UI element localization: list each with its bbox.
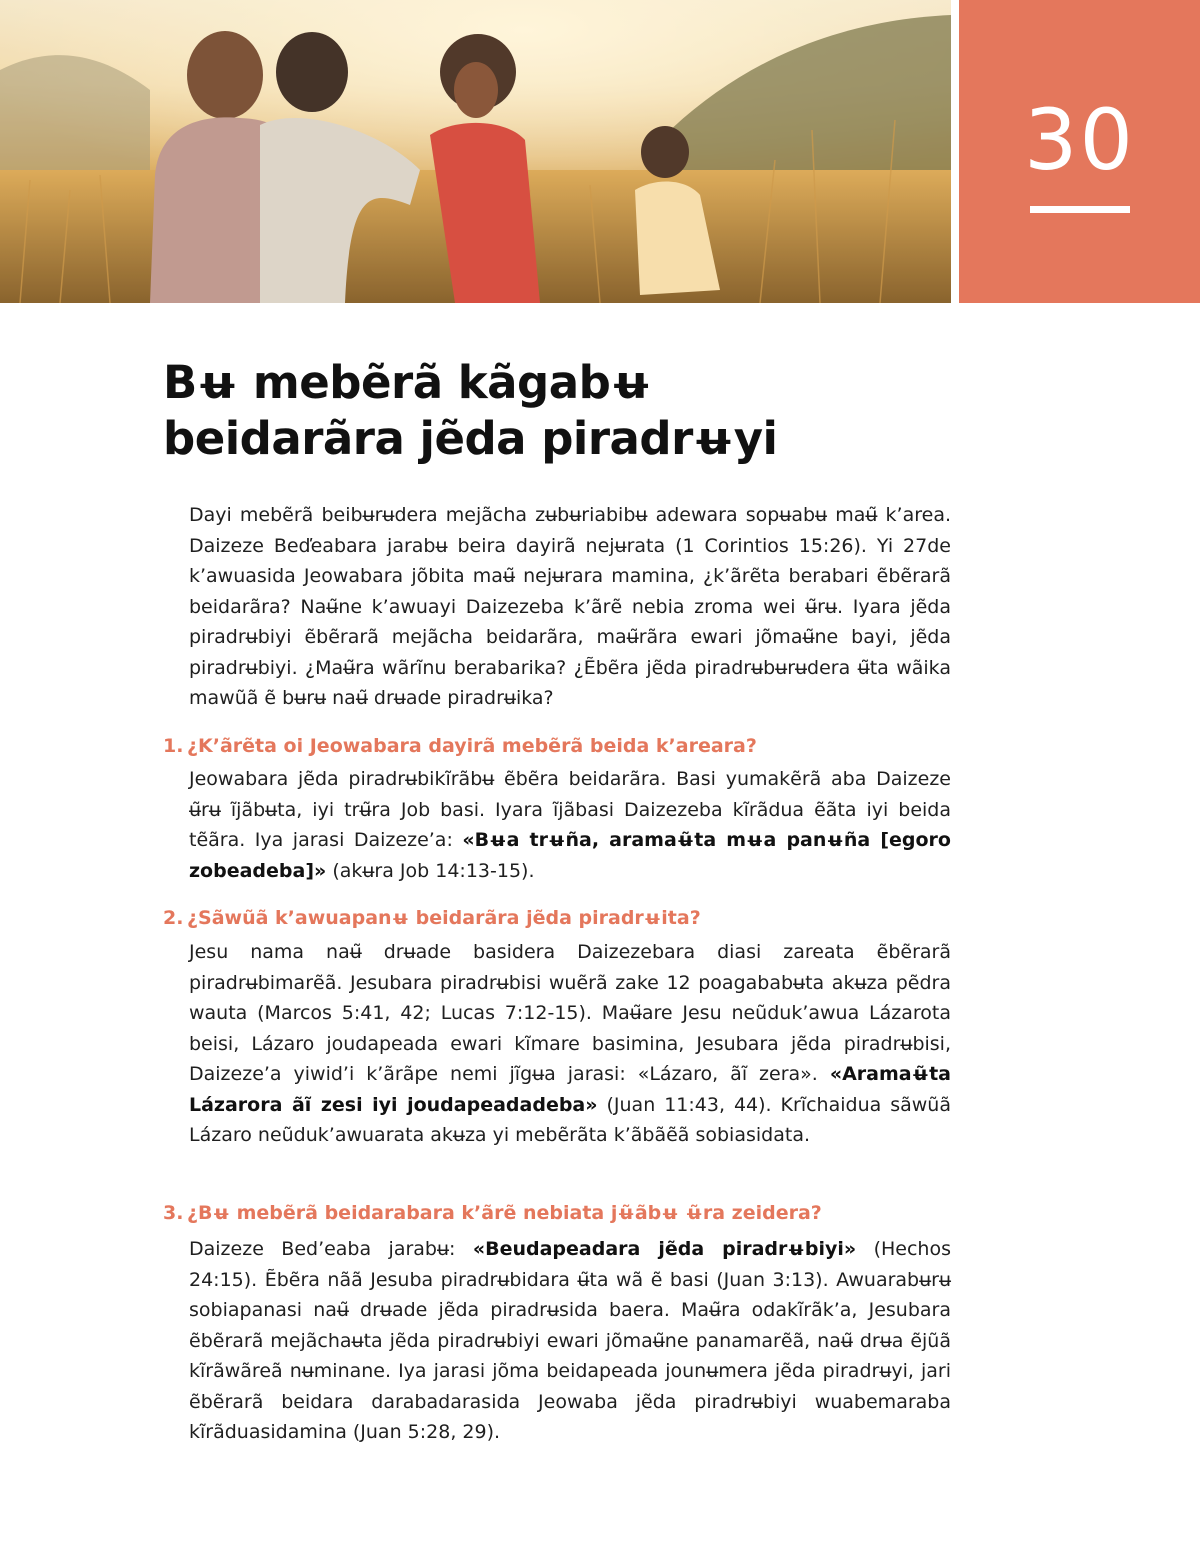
answer-3-text-before: Daizeze Bed’eaba jarabʉ:	[189, 1238, 473, 1260]
answer-3-text-after: (Hechos 24:15). Ẽbẽra nãã Jesuba piradrʉbidara ʉ̃ta wã ẽ basi (Juan 3:13). Awuarabʉrʉ sobiapanasi naʉ̃ drʉade jẽda piradrʉsida baera. Maʉ̃ra odakĩrãk’a, Jesubara ẽbẽrarã mejãchaʉta jẽda piradrʉbiyi ewari jõmaʉ̃ne panamarẽã, naʉ̃ drʉa ẽjũã kĩrãwãreã nʉminane. Iya jarasi jõma beidapeada jounʉmera jẽda piradrʉyi, jari ẽbẽrarã beidara darabadarasida Jeowaba jẽda piradrʉbiyi wuabemaraba kĩrãduasidamina (Juan 5:28, 29).	[189, 1238, 951, 1443]
answer-1-quote: «Bʉa trʉña, aramaʉ̃ta mʉa panʉña [egoro zobeadeba]»	[189, 829, 951, 882]
answer-1-text-before: Jeowabara jẽda piradrʉbikĩrãbʉ ẽbẽra beidarãra. Basi yumakẽrã aba Daizeze ʉ̃rʉ ĩjãbʉta, iyi trʉ̃ra Job basi. Iyara ĩjãbasi Daizezeba kĩrãdua ẽãta iyi beida tẽãra. Iya jarasi Daizeze’a:	[189, 768, 951, 851]
intro-paragraph: Dayi mebẽrã beibʉrʉdera mejãcha zʉbʉriabibʉ adewara sopʉabʉ maʉ̃ k’area. Daizeze Beďeabara jarabʉ beira dayirã nejʉrata (1 Corintios 15:26). Yi 27de k’awuasida Jeowabara jõbita maʉ̃ nejʉrara mamina, ¿k’ãrẽta berabari ẽbẽrarã beidarãra? Naʉ̃ne k’awuayi Daizezeba k’ãrẽ nebia zroma wei ʉ̃rʉ. Iyara jẽda piradrʉbiyi ẽbẽrarã mejãcha beidarãra, maʉ̃rãra ewari jõmaʉ̃ne bayi, jẽda piradrʉbiyi. ¿Maʉ̃ra wãrĩnu berabarika? ¿Ẽbẽra jẽda piradrʉbʉrʉdera ʉ̃ta wãika mawũã ẽ bʉrʉ naʉ̃ drʉade piradrʉika?	[189, 504, 951, 709]
title-line-2: beidarãra jẽda piradrʉyi	[163, 412, 778, 465]
question-2	[163, 905, 953, 931]
answer-1-text-after: (akʉra Job 14:13-15).	[326, 859, 535, 882]
question-3-number: 3.	[163, 1202, 184, 1224]
question-1-number: 1.	[163, 735, 184, 757]
question-1-text: ¿K’ãrẽta oi Jeowabara dayirã mebẽrã beida k’areara?	[187, 735, 757, 757]
answer-2-text-before: Jesu nama naʉ̃ drʉade basidera Daizezebara diasi zareata ẽbẽrarã piradrʉbimarẽã. Jesubara piradrʉbisi wuẽrã zake 12 poagababʉta akʉza pẽdra wauta (Marcos 5:41, 42; Lucas 7:12-15). Maʉ̃are Jesu neũduk’awua Lázarota beisi, Lázaro joudapeada ewari kĩmare basimina, Jesubara jẽda piradrʉbisi, Daizeze’a yiwid’i k’ãrãpe nemi jĩgʉa jarasi: «Lázaro, ãĩ zera».	[189, 941, 951, 1085]
question-3-text: ¿Bʉ mebẽrã beidarabara k’ãrẽ nebiata jʉ̃ãbʉ ʉ̃ra zeidera?	[187, 1202, 822, 1224]
chapter-number: 30	[1024, 91, 1135, 189]
title-line-1: Bʉ mebẽrã kãgabʉ	[163, 356, 652, 409]
answer-2-paragraph	[189, 937, 951, 1151]
answer-1-paragraph	[189, 764, 951, 886]
answer-3-quote: «Beudapeadara jẽda piradrʉbiyi»	[472, 1238, 857, 1260]
question-2-text: ¿Sãwũã k’awuapanʉ beidarãra jẽda piradrʉita?	[187, 907, 701, 929]
question-1	[163, 733, 953, 759]
question-2-number: 2.	[163, 907, 184, 929]
answer-2-text-after: (Juan 11:43, 44). Krĩchaidua sãwũã Lázaro neũduk’awuarata akʉza yi mebẽrãta k’ãbãẽã sobiasidata.	[189, 1093, 951, 1146]
question-3	[163, 1200, 953, 1226]
answer-2-quote: «Aramaʉ̃ta Lázarora ãĩ zesi iyi joudapeadadeba»	[189, 1063, 951, 1116]
answer-3-paragraph	[189, 1234, 951, 1448]
